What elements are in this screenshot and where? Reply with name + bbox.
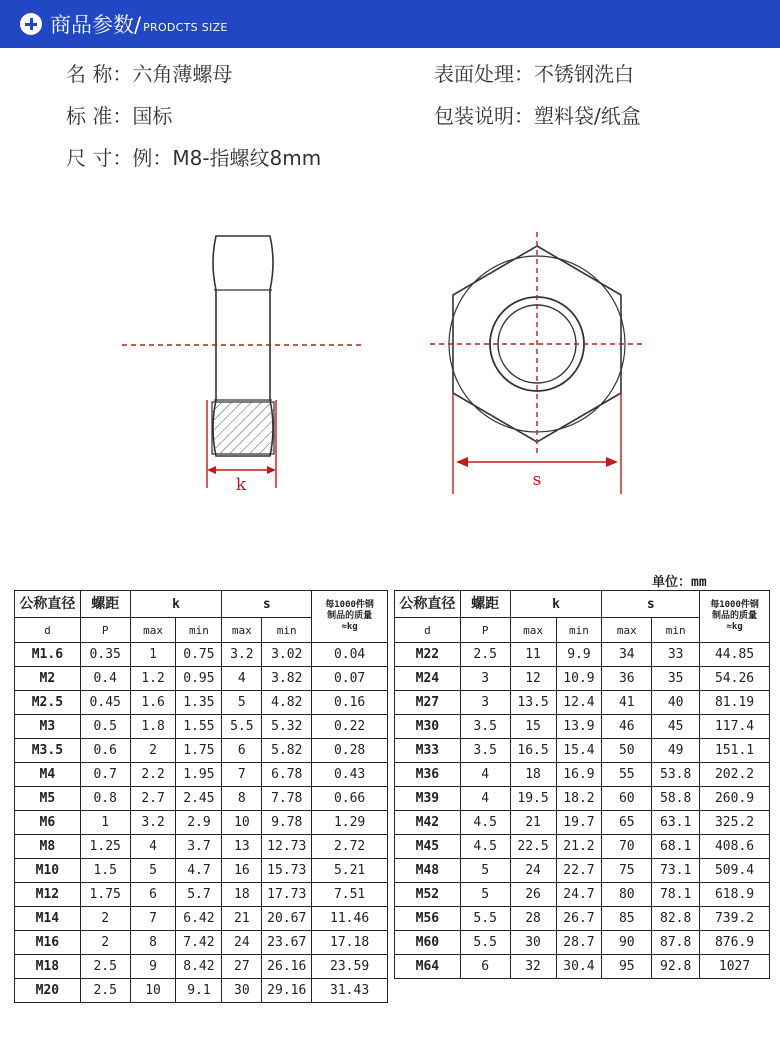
table-row: [15, 739, 388, 763]
header-weight-line3: ≈kg: [726, 622, 743, 632]
header-s: s: [602, 591, 700, 618]
table-cell: 45: [652, 715, 700, 739]
table-cell: 4.5: [460, 811, 510, 835]
table-cell: 117.4: [700, 715, 770, 739]
spec-package-value: 塑料袋/纸盒: [534, 104, 641, 128]
table-cell: 5: [130, 859, 176, 883]
table-cell: M30: [395, 715, 461, 739]
table-cell: 4: [460, 787, 510, 811]
spec-package: [434, 100, 641, 129]
table-cell: 60: [602, 787, 652, 811]
table-cell: 1.8: [130, 715, 176, 739]
table-cell: 5.5: [460, 931, 510, 955]
spec-package-label: 包装说明：: [434, 104, 534, 128]
table-row: [15, 715, 388, 739]
table-row: [395, 691, 770, 715]
header-weight-line2: 制品的质量: [712, 611, 758, 621]
table-cell: 2.5: [80, 955, 130, 979]
spec-finish-label: 表面处理：: [434, 62, 534, 86]
table-cell: 49: [652, 739, 700, 763]
table-cell: 19.5: [510, 787, 556, 811]
spec-standard: [66, 100, 172, 129]
table-cell: 5.7: [176, 883, 222, 907]
table-cell: M52: [395, 883, 461, 907]
table-cell: 31.43: [312, 979, 388, 1003]
table-cell: 50: [602, 739, 652, 763]
header-k: k: [130, 591, 222, 618]
table-cell: 1.6: [130, 691, 176, 715]
table-cell: 0.45: [80, 691, 130, 715]
table-cell: 1.5: [80, 859, 130, 883]
table-cell: 21: [510, 811, 556, 835]
table-cell: 53.8: [652, 763, 700, 787]
table-cell: 1.2: [130, 667, 176, 691]
table-cell: M14: [15, 907, 81, 931]
table-cell: 18: [510, 763, 556, 787]
table-cell: M22: [395, 643, 461, 667]
spec-standard-label: 标 准：: [66, 104, 133, 128]
table-cell: 0.75: [176, 643, 222, 667]
table-cell: 1.75: [176, 739, 222, 763]
header-s-max: max: [222, 618, 262, 643]
table-cell: 13: [222, 835, 262, 859]
spec-size-label: 尺 寸：: [66, 146, 133, 170]
table-cell: 1: [130, 643, 176, 667]
table-cell: 2: [130, 739, 176, 763]
table-cell: 32: [510, 955, 556, 979]
s-dimension-label: s: [532, 470, 542, 490]
table-cell: 1.25: [80, 835, 130, 859]
table-cell: M36: [395, 763, 461, 787]
table-row: [15, 883, 388, 907]
table-cell: 35: [652, 667, 700, 691]
table-cell: 36: [602, 667, 652, 691]
table-cell: 10.9: [556, 667, 602, 691]
table-cell: 20.67: [262, 907, 312, 931]
table-cell: 7: [222, 763, 262, 787]
table-cell: 7.42: [176, 931, 222, 955]
table-cell: 3.02: [262, 643, 312, 667]
table-cell: M18: [15, 955, 81, 979]
spec-name: [66, 58, 232, 87]
table-cell: 2.7: [130, 787, 176, 811]
table-cell: 30.4: [556, 955, 602, 979]
table-cell: 8: [130, 931, 176, 955]
table-cell: M3: [15, 715, 81, 739]
spec-table-left: [14, 590, 388, 1003]
table-row: [395, 763, 770, 787]
table-cell: 9.78: [262, 811, 312, 835]
table-cell: 23.67: [262, 931, 312, 955]
table-cell: 3.2: [130, 811, 176, 835]
header-pitch: 螺距: [91, 596, 120, 612]
table-cell: 28: [510, 907, 556, 931]
table-row: [395, 811, 770, 835]
table-cell: 0.43: [312, 763, 388, 787]
spec-standard-value: 国标: [132, 104, 173, 128]
table-cell: 21.2: [556, 835, 602, 859]
table-cell: 6: [130, 883, 176, 907]
table-cell: 3.82: [262, 667, 312, 691]
table-cell: 40: [652, 691, 700, 715]
table-cell: 4: [222, 667, 262, 691]
table-cell: 65: [602, 811, 652, 835]
table-cell: 3.7: [176, 835, 222, 859]
table-cell: 3.5: [460, 715, 510, 739]
table-cell: 1.29: [312, 811, 388, 835]
spec-name-value: 六角薄螺母: [132, 62, 233, 86]
table-cell: 9.1: [176, 979, 222, 1003]
table-cell: 5.5: [460, 907, 510, 931]
table-cell: M3.5: [15, 739, 81, 763]
table-cell: 19.7: [556, 811, 602, 835]
table-cell: M27: [395, 691, 461, 715]
table-row: [395, 667, 770, 691]
unit-label: 单位：mm: [652, 575, 707, 590]
table-cell: 46: [602, 715, 652, 739]
table-cell: 92.8: [652, 955, 700, 979]
table-cell: 3.2: [222, 643, 262, 667]
table-cell: 15.4: [556, 739, 602, 763]
table-cell: 63.1: [652, 811, 700, 835]
k-dimension-label: k: [235, 475, 247, 495]
table-cell: 11: [510, 643, 556, 667]
table-cell: 876.9: [700, 931, 770, 955]
table-cell: M16: [15, 931, 81, 955]
table-cell: 0.6: [80, 739, 130, 763]
table-cell: 33: [652, 643, 700, 667]
table-cell: 5.21: [312, 859, 388, 883]
table-cell: 80: [602, 883, 652, 907]
table-cell: 6: [460, 955, 510, 979]
table-row: [15, 955, 388, 979]
table-row: [15, 811, 388, 835]
table-row: [15, 787, 388, 811]
table-cell: 4: [460, 763, 510, 787]
table-cell: M4: [15, 763, 81, 787]
table-cell: 55: [602, 763, 652, 787]
table-cell: M10: [15, 859, 81, 883]
table-cell: 22.7: [556, 859, 602, 883]
table-cell: 4.82: [262, 691, 312, 715]
table-cell: 16.9: [556, 763, 602, 787]
table-cell: 3: [460, 691, 510, 715]
table-cell: 24: [222, 931, 262, 955]
table-cell: 0.7: [80, 763, 130, 787]
table-cell: 509.4: [700, 859, 770, 883]
table-cell: 7: [130, 907, 176, 931]
table-cell: 0.4: [80, 667, 130, 691]
header-weight-line1: 每1000件钢: [710, 600, 759, 610]
table-cell: 2.2: [130, 763, 176, 787]
header-d: d: [395, 618, 461, 643]
table-cell: 16.5: [510, 739, 556, 763]
table-cell: 12: [510, 667, 556, 691]
table-cell: 2.72: [312, 835, 388, 859]
spec-name-label: 名 称：: [66, 62, 133, 86]
table-cell: 5: [222, 691, 262, 715]
table-cell: 0.04: [312, 643, 388, 667]
table-row: [395, 643, 770, 667]
header-k-min: min: [176, 618, 222, 643]
table-cell: 1027: [700, 955, 770, 979]
plus-circle-icon: [20, 13, 42, 35]
header-k-min: min: [556, 618, 602, 643]
table-cell: M39: [395, 787, 461, 811]
table-cell: 260.9: [700, 787, 770, 811]
table-cell: 0.8: [80, 787, 130, 811]
table-cell: 23.59: [312, 955, 388, 979]
table-cell: 408.6: [700, 835, 770, 859]
table-cell: 95: [602, 955, 652, 979]
table-cell: 24: [510, 859, 556, 883]
table-cell: 82.8: [652, 907, 700, 931]
table-cell: 151.1: [700, 739, 770, 763]
table-cell: 4: [130, 835, 176, 859]
table-cell: 4.5: [460, 835, 510, 859]
table-row: [15, 763, 388, 787]
header-weight-line3: ≈kg: [341, 622, 358, 632]
table-cell: 58.8: [652, 787, 700, 811]
table-row: [15, 691, 388, 715]
table-cell: 8: [222, 787, 262, 811]
table-cell: 325.2: [700, 811, 770, 835]
table-cell: 16: [222, 859, 262, 883]
table-cell: 202.2: [700, 763, 770, 787]
table-cell: 18.2: [556, 787, 602, 811]
table-cell: 15: [510, 715, 556, 739]
spec-finish-value: 不锈钢洗白: [534, 62, 634, 86]
spec-size-value: 例：M8-指螺纹8mm: [132, 146, 322, 170]
table-cell: 6.42: [176, 907, 222, 931]
table-cell: 7.51: [312, 883, 388, 907]
table-cell: 0.35: [80, 643, 130, 667]
table-cell: 22.5: [510, 835, 556, 859]
table-cell: M20: [15, 979, 81, 1003]
table-row: [15, 859, 388, 883]
table-cell: 8.42: [176, 955, 222, 979]
header-diameter: 公称直径: [399, 596, 456, 612]
table-cell: M33: [395, 739, 461, 763]
table-cell: 2: [80, 931, 130, 955]
section-subtitle: PRODCTS SIZE: [143, 20, 228, 34]
table-row: [15, 643, 388, 667]
nut-drawing: [0, 220, 780, 510]
header-s: s: [222, 591, 312, 618]
table-row: [15, 835, 388, 859]
table-cell: M2: [15, 667, 81, 691]
nut-top-view: [430, 232, 644, 494]
table-cell: 11.46: [312, 907, 388, 931]
table-cell: 9.9: [556, 643, 602, 667]
table-cell: 2.9: [176, 811, 222, 835]
table-cell: 26.16: [262, 955, 312, 979]
table-row: [395, 859, 770, 883]
table-cell: 0.66: [312, 787, 388, 811]
table-cell: 5: [460, 859, 510, 883]
header-d: d: [15, 618, 81, 643]
table-cell: 0.07: [312, 667, 388, 691]
header-pitch: 螺距: [471, 596, 500, 612]
table-cell: 739.2: [700, 907, 770, 931]
header-k: k: [510, 591, 602, 618]
table-cell: M12: [15, 883, 81, 907]
table-cell: 70: [602, 835, 652, 859]
table-row: [395, 883, 770, 907]
table-row: [15, 907, 388, 931]
table-cell: 81.19: [700, 691, 770, 715]
table-cell: 1.75: [80, 883, 130, 907]
header-k-max: max: [510, 618, 556, 643]
table-cell: 0.95: [176, 667, 222, 691]
table-cell: 27: [222, 955, 262, 979]
table-cell: 41: [602, 691, 652, 715]
section-title: 商品参数/: [50, 13, 142, 37]
table-cell: 21: [222, 907, 262, 931]
nut-side-view: [122, 236, 362, 495]
header-s-min: min: [652, 618, 700, 643]
spec-table-right: [394, 590, 770, 979]
header-p: P: [460, 618, 510, 643]
table-cell: 2.45: [176, 787, 222, 811]
table-row: [395, 787, 770, 811]
header-s-min: min: [262, 618, 312, 643]
table-cell: 5.5: [222, 715, 262, 739]
table-cell: 75: [602, 859, 652, 883]
table-cell: 54.26: [700, 667, 770, 691]
table-row: [395, 907, 770, 931]
table-cell: 3.5: [460, 739, 510, 763]
table-cell: M2.5: [15, 691, 81, 715]
table-cell: 1: [80, 811, 130, 835]
table-cell: 10: [130, 979, 176, 1003]
table-cell: M8: [15, 835, 81, 859]
table-cell: 6: [222, 739, 262, 763]
table-cell: 2.5: [460, 643, 510, 667]
table-row: [395, 715, 770, 739]
table-cell: 5.32: [262, 715, 312, 739]
table-cell: 87.8: [652, 931, 700, 955]
table-cell: 5.82: [262, 739, 312, 763]
header-diameter: 公称直径: [19, 596, 76, 612]
table-cell: M24: [395, 667, 461, 691]
table-cell: 17.73: [262, 883, 312, 907]
table-cell: 12.4: [556, 691, 602, 715]
table-cell: 68.1: [652, 835, 700, 859]
table-cell: M48: [395, 859, 461, 883]
table-cell: 0.22: [312, 715, 388, 739]
table-cell: 29.16: [262, 979, 312, 1003]
table-cell: 30: [222, 979, 262, 1003]
table-cell: M1.6: [15, 643, 81, 667]
table-row: [15, 667, 388, 691]
table-cell: 1.55: [176, 715, 222, 739]
table-cell: 78.1: [652, 883, 700, 907]
header-s-max: max: [602, 618, 652, 643]
table-row: [395, 955, 770, 979]
table-cell: M60: [395, 931, 461, 955]
spec-finish: [434, 58, 634, 87]
table-cell: 28.7: [556, 931, 602, 955]
header-k-max: max: [130, 618, 176, 643]
table-cell: M56: [395, 907, 461, 931]
table-cell: 0.5: [80, 715, 130, 739]
table-cell: 4.7: [176, 859, 222, 883]
header-p: P: [80, 618, 130, 643]
table-cell: 44.85: [700, 643, 770, 667]
table-cell: 0.28: [312, 739, 388, 763]
table-cell: 6.78: [262, 763, 312, 787]
table-row: [395, 739, 770, 763]
table-cell: 34: [602, 643, 652, 667]
table-cell: 7.78: [262, 787, 312, 811]
table-cell: 13.9: [556, 715, 602, 739]
table-cell: M42: [395, 811, 461, 835]
table-cell: 90: [602, 931, 652, 955]
table-cell: M6: [15, 811, 81, 835]
table-cell: M5: [15, 787, 81, 811]
table-cell: 18: [222, 883, 262, 907]
table-cell: 26: [510, 883, 556, 907]
table-cell: 1.35: [176, 691, 222, 715]
section-header: [0, 0, 780, 48]
table-cell: 10: [222, 811, 262, 835]
table-row: [15, 979, 388, 1003]
table-cell: 24.7: [556, 883, 602, 907]
table-row: [395, 835, 770, 859]
table-cell: 12.73: [262, 835, 312, 859]
table-cell: 15.73: [262, 859, 312, 883]
table-cell: 618.9: [700, 883, 770, 907]
table-row: [15, 931, 388, 955]
table-cell: 1.95: [176, 763, 222, 787]
table-row: [395, 931, 770, 955]
spec-size: [66, 142, 321, 171]
table-cell: 9: [130, 955, 176, 979]
table-cell: 5: [460, 883, 510, 907]
table-cell: 17.18: [312, 931, 388, 955]
table-cell: M45: [395, 835, 461, 859]
table-cell: 85: [602, 907, 652, 931]
table-cell: 2: [80, 907, 130, 931]
table-cell: 0.16: [312, 691, 388, 715]
table-cell: 13.5: [510, 691, 556, 715]
table-cell: 73.1: [652, 859, 700, 883]
header-weight-line2: 制品的质量: [327, 611, 373, 621]
table-cell: 26.7: [556, 907, 602, 931]
table-cell: 30: [510, 931, 556, 955]
table-cell: 3: [460, 667, 510, 691]
header-weight-line1: 每1000件钢: [325, 600, 374, 610]
table-cell: 2.5: [80, 979, 130, 1003]
table-cell: M64: [395, 955, 461, 979]
